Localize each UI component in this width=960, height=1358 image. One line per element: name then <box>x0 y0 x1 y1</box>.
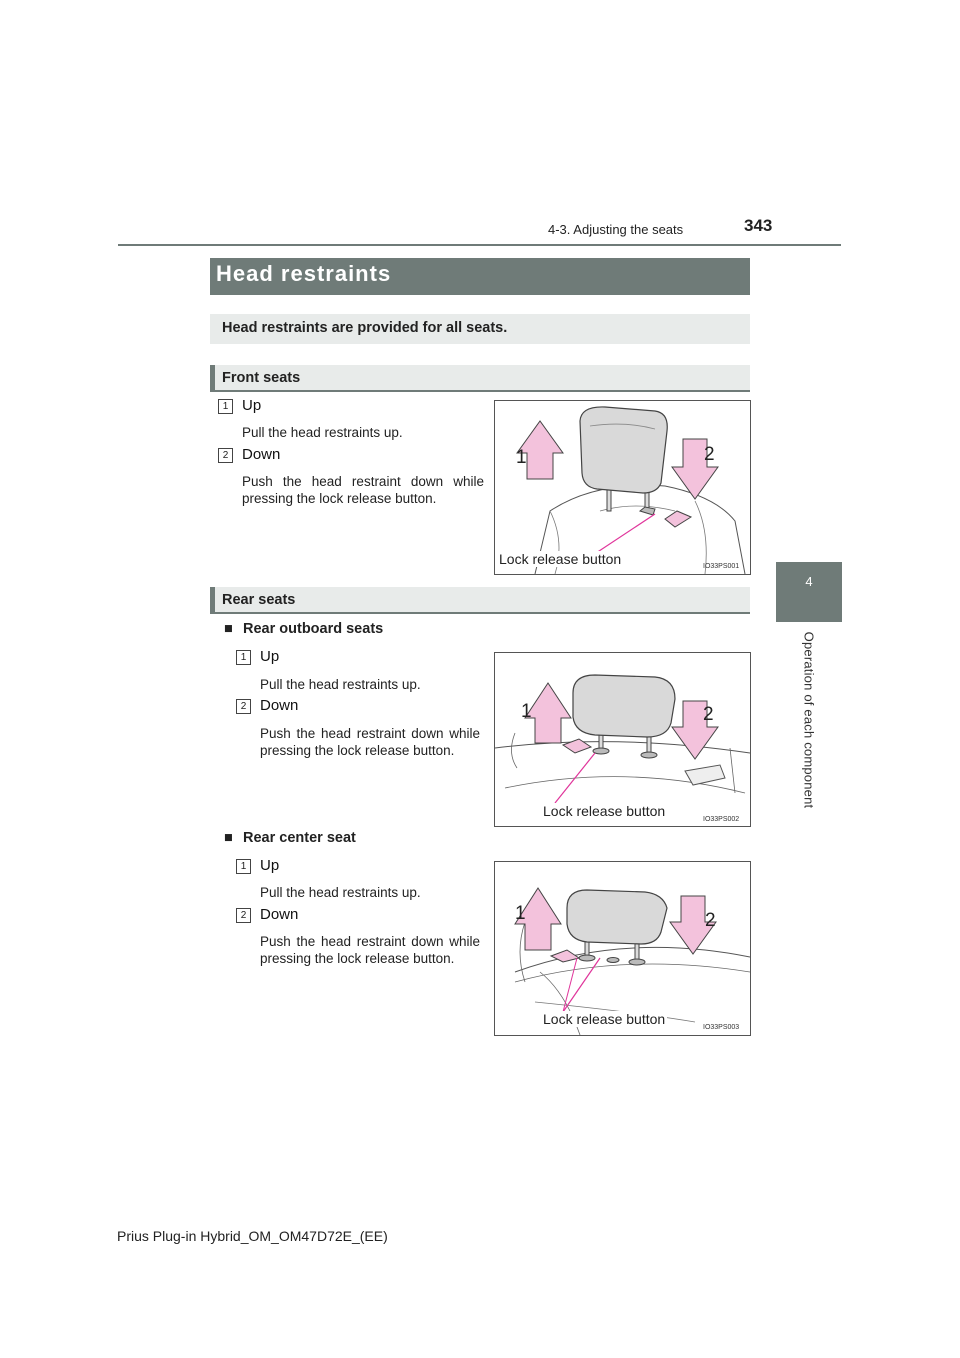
rear-center-step-2-number: 2 <box>236 908 251 923</box>
rear-outboard-figure-callout-2: 2 <box>703 704 714 725</box>
rear-seats-heading: Rear seats <box>222 592 296 608</box>
rear-outboard-bullet: ■ <box>224 621 233 637</box>
chapter-number: 4 <box>805 574 813 589</box>
front-step-2-number: 2 <box>218 448 233 463</box>
front-step-1-desc: Pull the head restraints up. <box>242 425 403 440</box>
front-seats-heading: Front seats <box>222 370 301 386</box>
front-step-2-label: Down <box>242 446 281 463</box>
header-section: 4-3. Adjusting the seats <box>548 222 684 237</box>
rear-center-figure-callout-2: 2 <box>705 910 716 931</box>
front-figure-callout-1: 1 <box>516 447 527 468</box>
rear-outboard-figure-code: IO33PS002 <box>703 816 740 823</box>
rear-outboard-step-2-label: Down <box>260 697 299 714</box>
rear-seats-heading-accent <box>210 587 215 614</box>
page-number: 343 <box>744 216 773 235</box>
intro-text: Head restraints are provided for all seats. <box>222 320 508 336</box>
chapter-title: Operation of each component <box>801 631 817 809</box>
rear-center-figure <box>494 861 751 1036</box>
front-seat-illustration <box>495 401 750 574</box>
front-figure-lock-label: Lock release button <box>499 551 622 567</box>
front-seats-heading-accent <box>210 365 215 392</box>
front-figure-callout-2: 2 <box>704 444 715 465</box>
rear-center-title: Rear center seat <box>243 830 356 846</box>
rear-center-step-1-number: 1 <box>236 859 251 874</box>
rear-center-step-1-label: Up <box>260 857 280 874</box>
rear-center-step-2-desc: Push the head restraint down while pressing the lock release button. <box>260 934 480 966</box>
page-title: Head restraints <box>216 261 392 286</box>
rear-outboard-step-1-label: Up <box>260 648 280 665</box>
rear-outboard-figure-callout-1: 1 <box>521 701 532 722</box>
chapter-tab-rule <box>776 620 842 622</box>
rear-center-figure-lock-label: Lock release button <box>543 1011 666 1027</box>
rear-center-figure-callout-1: 1 <box>515 903 526 924</box>
front-seats-figure <box>494 400 751 575</box>
rear-center-step-2-label: Down <box>260 906 299 923</box>
rear-outboard-title: Rear outboard seats <box>243 621 384 637</box>
front-figure-code: IO33PS001 <box>703 563 740 570</box>
rear-outboard-step-2-number: 2 <box>236 699 251 714</box>
rear-outboard-step-2-desc: Push the head restraint down while pressing the lock release button. <box>260 726 480 758</box>
rear-outboard-illustration <box>495 653 750 826</box>
front-step-1-label: Up <box>242 397 262 414</box>
rear-center-step-1-desc: Pull the head restraints up. <box>260 885 421 900</box>
rear-outboard-figure-lock-label: Lock release button <box>543 803 666 819</box>
rear-center-illustration <box>495 862 750 1035</box>
rear-outboard-step-1-desc: Pull the head restraints up. <box>260 677 421 692</box>
front-step-1-number: 1 <box>218 399 233 414</box>
front-step-2-desc: Push the head restraint down while pressing the lock release button. <box>242 474 484 506</box>
rear-center-figure-code: IO33PS003 <box>703 1024 740 1031</box>
header-rule <box>118 244 841 246</box>
rear-outboard-figure <box>494 652 751 827</box>
rear-outboard-step-1-number: 1 <box>236 650 251 665</box>
footer-doc-id: Prius Plug-in Hybrid_OM_OM47D72E_(EE) <box>117 1228 388 1244</box>
chapter-tab <box>776 562 842 620</box>
rear-center-bullet: ■ <box>224 830 233 846</box>
